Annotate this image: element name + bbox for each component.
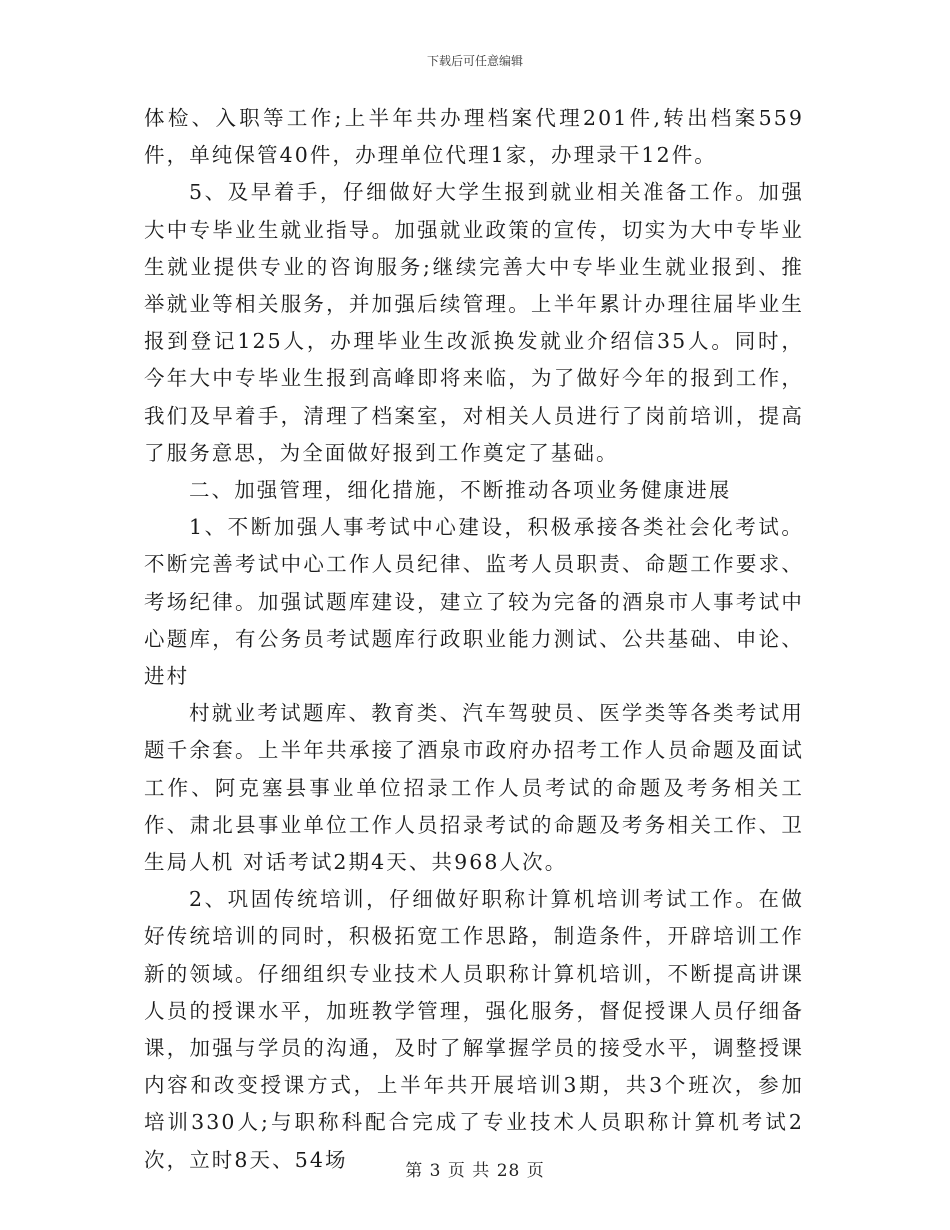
page-header: 下载后可任意编辑 (426, 54, 523, 68)
paragraph: 体检、入职等工作;上半年共办理档案代理201件,转出档案559件，单纯保管40件，办理单位代理1家，办理录干12件。 (144, 106, 804, 168)
footer-total-pages: 28 (496, 1161, 521, 1181)
paragraph: 5、及早着手，仔细做好大学生报到就业相关准备工作。加强大中专毕业生就业指导。加强就业政策的宣传，切实为大中专毕业生就业提供专业的咨询服务;继续完善大中专毕业生就业报到、推举就业等相关服务，并加强后续管理。上半年累计办理往届毕业生报到登记125人，办理毕业生改派换发就业介绍信35人。同时，今年大中专毕业生报到高峰即将来临，为了做好今年的报到工作，我们及早着手，清理了档案室，对相关人员进行了岗前培训，提高了服务意思，为全面做好报到工作奠定了基础。 (144, 180, 804, 465)
page-footer (0, 1156, 950, 1181)
footer-label-page: 第 (405, 1161, 424, 1181)
section-heading: 二、加强管理，细化措施，不断推动各项业务健康进展 (189, 478, 732, 503)
paragraph: 2、巩固传统培训，仔细做好职称计算机培训考试工作。在做好传统培训的同时，积极拓宽工作思路，制造条件，开辟培训工作新的领域。仔细组织专业技术人员职称计算机培训，不断提高讲课人员的授课水平，加班教学管理，强化服务，督促授课人员仔细备课，加强与学员的沟通，及时了解掌握学员的接受水平，调整授课内容和改变授课方式，上半年共开展培训3期，共3个班次，参加培训330人;与职称科配合完成了专业技术人员职称计算机考试2次，立时8天、54场 (144, 887, 804, 1172)
footer-current-page: 3 (429, 1161, 442, 1181)
footer-label-end: 页 (526, 1161, 545, 1181)
paragraph: 1、不断加强人事考试中心建设，积极承接各类社会化考试。不断完善考试中心工作人员纪律、监考人员职责、命题工作要求、考场纪律。加强试题库建设，建立了较为完备的酒泉市人事考试中心题库，有公务员考试题库行政职业能力测试、公共基础、申论、进村 (144, 515, 804, 689)
footer-label-of: 页 共 (447, 1161, 491, 1181)
paragraph: 村就业考试题库、教育类、汽车驾驶员、医学类等各类考试用题千余套。上半年共承接了酒泉市政府办招考工作人员命题及面试工作、阿克塞县事业单位招录工作人员考试的命题及考务相关工作、肃北县事业单位工作人员招录考试的命题及考务相关工作、卫生局人机 对话考试2期4天、共968人次。 (144, 701, 804, 875)
document-body (144, 100, 804, 1179)
